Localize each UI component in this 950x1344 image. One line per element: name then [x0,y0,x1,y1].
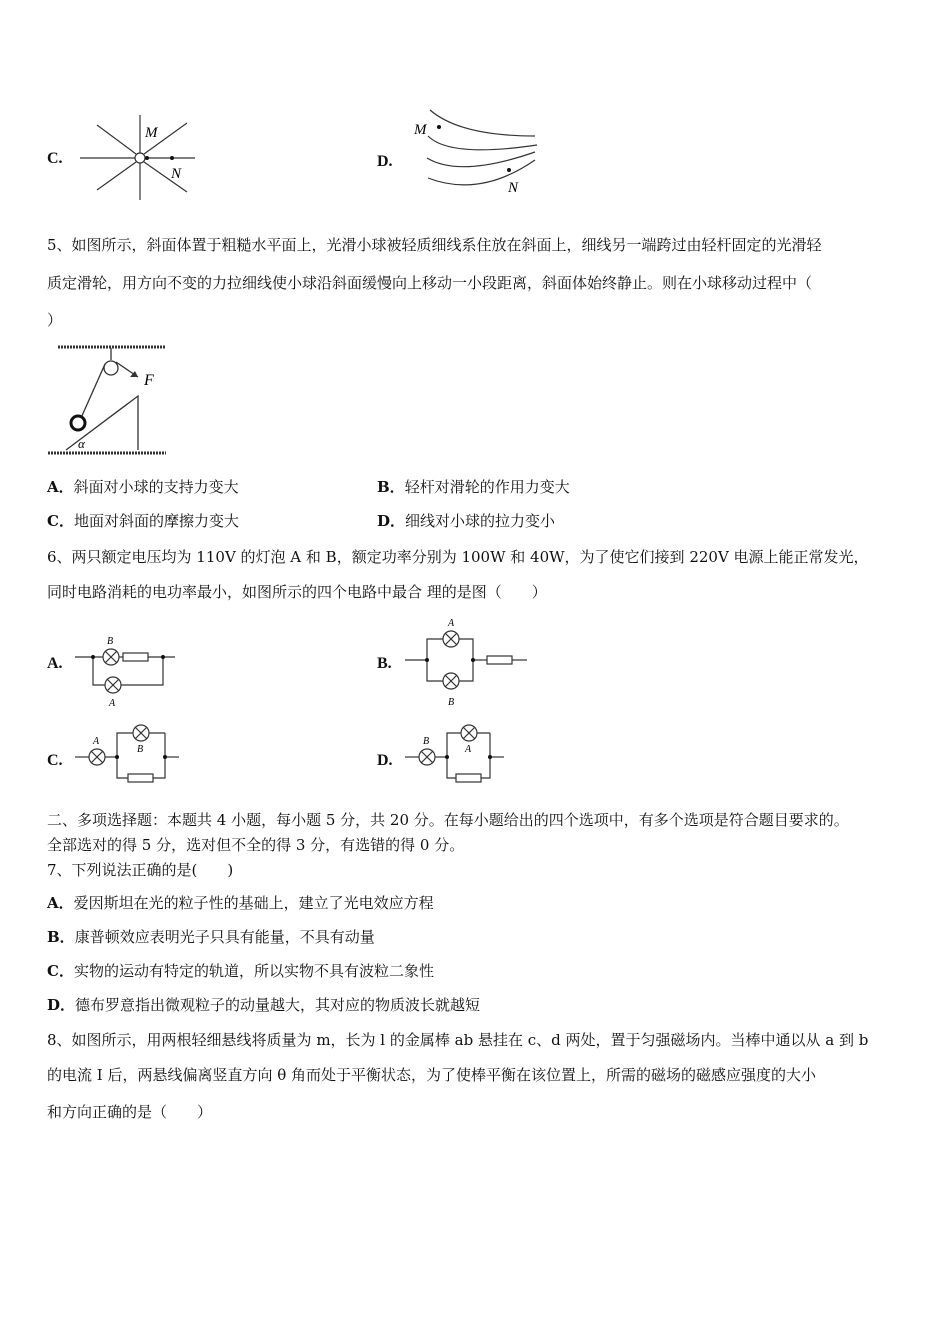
option-text: 细线对小球的拉力变小 [405,512,556,530]
option-key: C． [47,962,74,980]
option-label-c: C. [47,150,63,167]
q5-stem-line: 5、如图所示，斜面体置于粗糙水平面上，光滑小球被轻质细线系住放在斜面上，细线另一端跨过由轻杆固定的光滑轻 [47,236,822,254]
circuit-label-a: A. [47,655,63,672]
point-n-label: N [171,166,182,182]
option-key: D． [47,996,76,1014]
figure-field-lines-d [410,108,540,198]
lamp-a-label: A [109,698,116,709]
q7-option-c[interactable] [47,961,434,981]
option-key: B． [47,928,75,946]
figure-field-lines-c [75,115,205,205]
circuit-d [405,723,510,788]
point-m-label: M [414,122,427,138]
circuit-label-c: C. [47,752,63,769]
option-key: C． [47,512,74,530]
point-m-label: M [145,125,158,141]
q8-stem-line: 的电流 I 后，两悬线偏离竖直方向 θ 角而处于平衡状态，为了使棒平衡在该位置上，所需的磁场的磁感应强度的大小 [47,1066,817,1084]
q5-option-b[interactable] [377,477,570,497]
lamp-a-label: A [448,618,455,629]
figure-incline-pulley [48,340,178,460]
q8-stem-line: 8、如图所示，用两根轻细悬线将质量为 m，长为 l 的金属棒 ab 悬挂在 c、d 两处，置于匀强磁场内。当棒中通以从 a 到 b [47,1031,869,1049]
section-heading: 二、多项选择题：本题共 4 小题，每小题 5 分，共 20 分。在每小题给出的四个选项中，有多个选项是符合题目要求的。 [47,811,849,829]
option-key: A． [47,894,74,912]
circuit-a [75,630,180,710]
q7-stem: 7、下列说法正确的是( ) [47,861,234,879]
q5-option-c[interactable] [47,511,239,531]
point-n-label: N [508,180,519,196]
option-label-d: D. [377,153,393,170]
option-key: B． [377,478,405,496]
option-text: 德布罗意指出微观粒子的动量越大，其对应的物质波长就越短 [75,996,481,1014]
lamp-a-label: A [465,744,472,755]
q6-stem-line: 6、两只额定电压均为 110V 的灯泡 A 和 B，额定功率分别为 100W 和 40W，为了使它们接到 220V 电源上能正常发光， [47,548,869,566]
option-text: 康普顿效应表明光子只具有能量，不具有动量 [74,928,375,946]
q8-stem-line: 和方向正确的是（ ） [47,1103,213,1121]
option-text: 斜面对小球的支持力变大 [73,478,239,496]
q6-stem-line: 同时电路消耗的电功率最小，如图所示的四个电路中最合 理的是图（ ） [47,583,547,601]
q7-option-a[interactable] [47,893,434,913]
q5-stem-line: ） [47,311,63,329]
circuit-b [405,615,530,710]
q5-option-a[interactable] [47,477,239,497]
option-key: A． [47,478,74,496]
circuit-label-d: D. [377,752,393,769]
q7-option-d[interactable] [47,995,480,1015]
option-key: D． [377,512,406,530]
lamp-a-label: A [93,736,100,747]
force-f-label: F [144,372,154,389]
circuit-label-b: B. [377,655,392,672]
q5-option-d[interactable] [377,511,555,531]
q7-option-b[interactable] [47,927,375,947]
option-text: 地面对斜面的摩擦力变大 [73,512,239,530]
lamp-b-label: B [107,636,114,647]
lamp-b-label: B [137,744,144,755]
section-heading: 全部选对的得 5 分，选对但不全的得 3 分，有选错的得 0 分。 [47,836,465,854]
circuit-c [75,723,180,788]
option-text: 实物的运动有特定的轨道，所以实物不具有波粒二象性 [73,962,434,980]
option-text: 轻杆对滑轮的作用力变大 [404,478,570,496]
lamp-b-label: B [423,736,430,747]
q5-stem-line: 质定滑轮，用方向不变的力拉细线使小球沿斜面缓慢向上移动一小段距离，斜面体始终静止。则在小球移动过程中（ [47,274,813,292]
lamp-b-label: B [448,697,455,708]
angle-alpha-label: α [78,436,85,451]
option-text: 爱因斯坦在光的粒子性的基础上，建立了光电效应方程 [73,894,434,912]
